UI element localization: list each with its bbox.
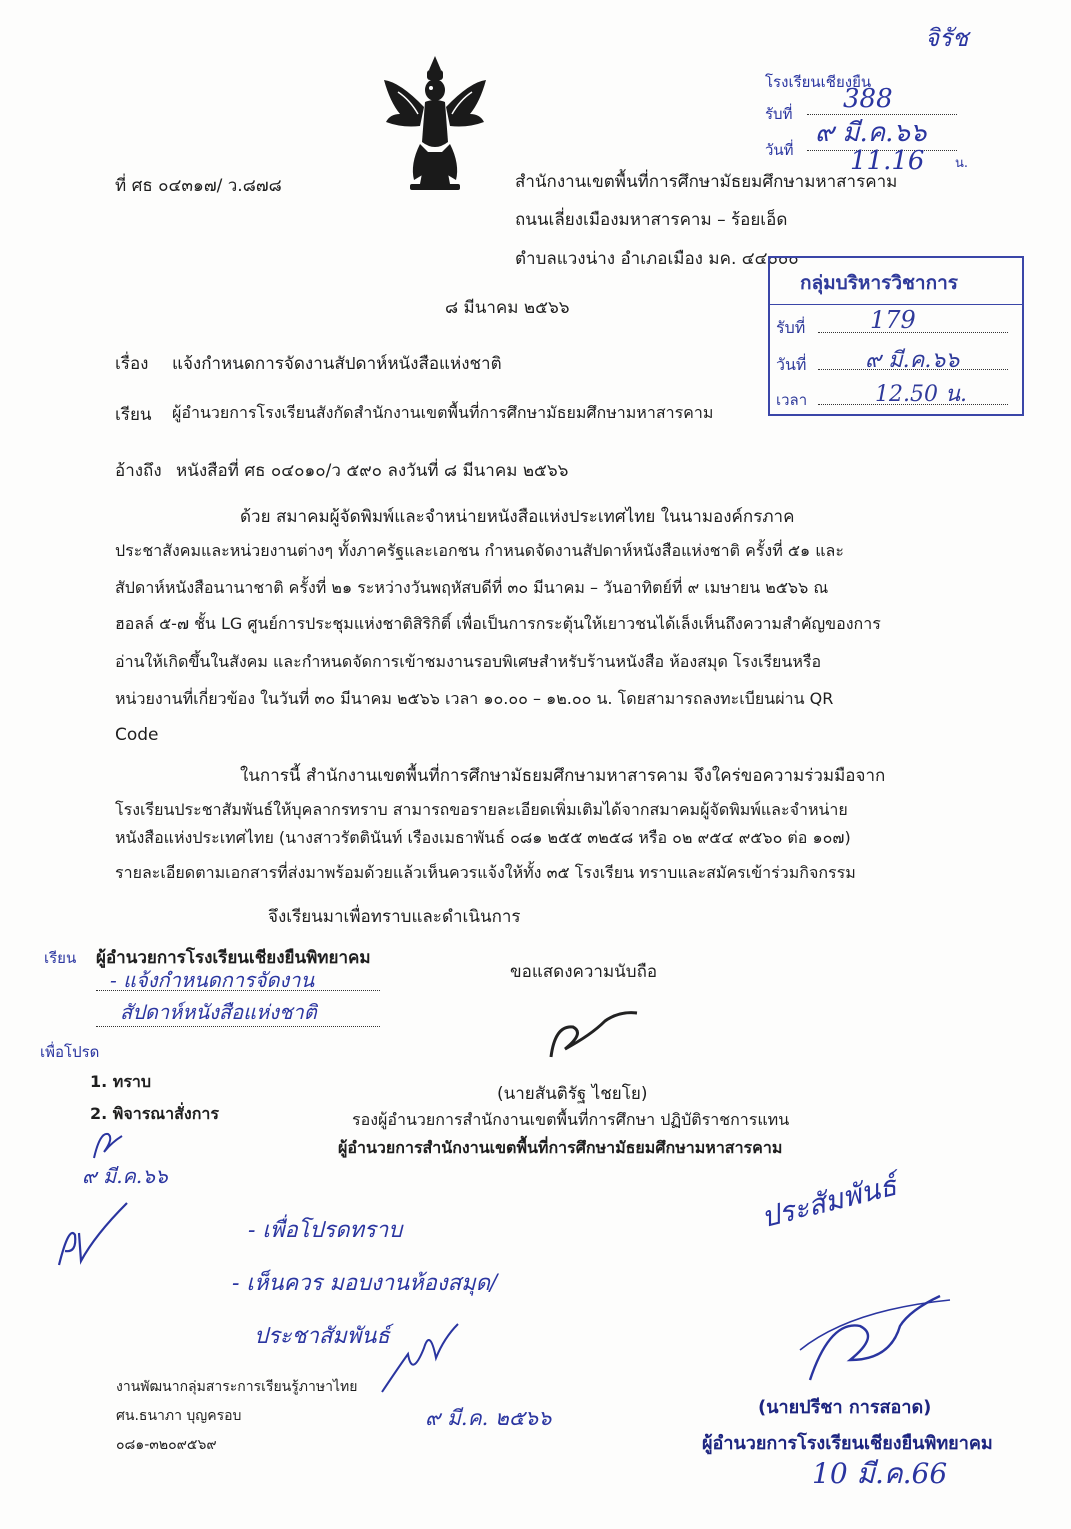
note-to-text: ผู้อำนวยการโรงเรียนเชียงยืนพิทยาคม bbox=[96, 948, 371, 968]
letter-date: ๘ มีนาคม ๒๕๖๖ bbox=[445, 298, 570, 318]
signatory-position2: ผู้อำนวยการสำนักงานเขตพื้นที่การศึกษามัธยมศึกษามหาสารคาม bbox=[338, 1138, 783, 1157]
note-item1: 1. ทราบ bbox=[90, 1072, 152, 1091]
to-label: เรียน bbox=[115, 405, 152, 425]
office-name: สำนักงานเขตพื้นที่การศึกษามัธยมศึกษามหาสารคาม bbox=[515, 172, 898, 192]
signatory-position1: รองผู้อำนวยการสำนักงานเขตพื้นที่การศึกษา ปฏิบัติราชการแทน bbox=[352, 1110, 790, 1129]
para2-line3: หนังสือแห่งประเทศไทย (นางสาวรัตตินันท์ เรืองเมธาพันธ์ ๐๘๑ ๒๕๕ ๓๒๕๘ หรือ ๐๒ ๙๕๔ ๙๕๖๐ ต่อ ๑๐๗) bbox=[115, 828, 851, 847]
handnote-signature-icon bbox=[378, 1318, 468, 1398]
ref-label: อ้างถึง bbox=[115, 461, 162, 481]
note-hand-date: ๙ มี.ค.๖๖ bbox=[82, 1164, 168, 1188]
note-initial-signature-icon bbox=[88, 1128, 128, 1164]
receive-stamp-school bbox=[765, 66, 975, 176]
stamp-recv-no: 388 bbox=[843, 84, 893, 114]
handnote-line3: ประชาสัมพันธ์ bbox=[254, 1324, 390, 1349]
note-purpose: เพื่อโปรด bbox=[40, 1043, 100, 1061]
dept-date-value: ๙ มี.ค.๖๖ bbox=[865, 348, 960, 373]
dept-stamp-title: กลุ่มบริหารวิชาการ bbox=[800, 272, 958, 294]
signatory-signature-icon bbox=[545, 1005, 645, 1065]
para1-line4: ฮอลล์ ๕-๗ ชั้น LG ศูนย์การประชุมแห่งชาติสิริกิติ์ เพื่อเป็นการกระตุ้นให้เยาวชนได้เล็งเห็นถึงความสำคัญของการ bbox=[115, 614, 881, 633]
approval-signature-icon bbox=[55, 1195, 135, 1275]
note-to-label: เรียน bbox=[44, 949, 77, 967]
para1-line2: ประชาสังคมและหน่วยงานต่างๆ ทั้งภาครัฐและเอกชน กำหนดจัดงานสัปดาห์หนังสือแห่งชาติ ครั้งที่ ๕๑ และ bbox=[115, 541, 844, 560]
handnote-line2: - เห็นควร มอบงานห้องสมุด/ bbox=[232, 1271, 498, 1296]
handnote-line1: - เพื่อโปรดทราบ bbox=[248, 1218, 403, 1243]
to-text: ผู้อำนวยการโรงเรียนสังกัดสำนักงานเขตพื้นที่การศึกษามัธยมศึกษามหาสารคาม bbox=[172, 403, 714, 422]
footer-dept: งานพัฒนากลุ่มสาระการเรียนรู้ภาษาไทย bbox=[116, 1379, 358, 1395]
director-date: 10 มี.ค.66 bbox=[812, 1457, 948, 1490]
subject-label: เรื่อง bbox=[115, 354, 149, 374]
initial-handwriting: จิรัช bbox=[925, 24, 969, 52]
footer-person: ศน.ธนาภา บุญครอบ bbox=[116, 1408, 242, 1424]
stamp-time-unit: น. bbox=[955, 156, 969, 171]
note-hand-line2: สัปดาห์หนังสือแห่งชาติ bbox=[120, 1000, 317, 1024]
stamp-school-name: โรงเรียนเชียงยืน bbox=[765, 73, 872, 91]
signatory-name: (นายสันติรัฐ ไชยโย) bbox=[497, 1084, 648, 1104]
dept-recv-no: 179 bbox=[870, 306, 916, 334]
stamp-date-value: ๙ มี.ค.๖๖ bbox=[815, 118, 927, 148]
stamp-time-value: 11.16 bbox=[850, 146, 925, 176]
para1-line5: อ่านให้เกิดขึ้นในสังคม และกำหนดจัดการเข้าชมงานรอบพิเศษสำหรับร้านหนังสือ ห้องสมุด โรงเรียนหรือ bbox=[115, 652, 822, 671]
footer-phone: ๐๘๑-๓๒๐๙๕๖๙ bbox=[116, 1437, 217, 1453]
stamp-recv-label: รับที่ bbox=[765, 105, 793, 123]
office-road: ถนนเลี่ยงเมืองมหาสารคาม – ร้อยเอ็ด bbox=[515, 210, 788, 230]
para1-line6: หน่วยงานที่เกี่ยวข้อง ในวันที่ ๓๐ มีนาคม ๒๕๖๖ เวลา ๑๐.๐๐ – ๑๒.๐๐ น. โดยสามารถลงทะเบียนผ่าน QR bbox=[115, 689, 834, 708]
receive-stamp-department bbox=[768, 256, 1024, 416]
para2-line2: โรงเรียนประชาสัมพันธ์ให้บุคลากรทราบ สามารถขอรายละเอียดเพิ่มเติมได้จากสมาคมผู้จัดพิมพ์และจำหน่าย bbox=[115, 800, 848, 819]
regards-text: ขอแสดงความนับถือ bbox=[510, 962, 658, 982]
stamp-date-label: วันที่ bbox=[765, 141, 794, 159]
reference-number: ที่ ศธ ๐๔๓๑๗/ ว.๘๗๘ bbox=[115, 176, 282, 196]
para1-line1: ด้วย สมาคมผู้จัดพิมพ์และจำหน่ายหนังสือแห่งประเทศไทย ในนามองค์กรภาค bbox=[240, 507, 795, 527]
para1-line7: Code bbox=[115, 725, 159, 745]
para2-line1: ในการนี้ สำนักงานเขตพื้นที่การศึกษามัธยมศึกษามหาสารคาม จึงใคร่ขอความร่วมมือจาก bbox=[240, 766, 886, 786]
note-item2: 2. พิจารณาสั่งการ bbox=[90, 1104, 219, 1123]
subject-text: แจ้งกำหนดการจัดงานสัปดาห์หนังสือแห่งชาติ bbox=[172, 354, 502, 374]
director-signature-icon bbox=[790, 1290, 960, 1390]
ref-text: หนังสือที่ ศธ ๐๔๐๑๐/ว ๕๙๐ ลงวันที่ ๘ มีนาคม ๒๕๖๖ bbox=[176, 461, 569, 481]
handnote-date: ๙ มี.ค. ๒๕๖๖ bbox=[425, 1406, 552, 1430]
dept-time-value: 12.50 น. bbox=[875, 382, 968, 407]
office-district: ตำบลแวงน่าง อำเภอเมือง มค. ๔๔๐๐๐ bbox=[515, 249, 799, 269]
garuda-emblem-icon bbox=[380, 52, 490, 197]
para1-line3: สัปดาห์หนังสือนานาชาติ ครั้งที่ ๒๑ ระหว่างวันพฤหัสบดีที่ ๓๐ มีนาคม – วันอาทิตย์ที่ ๙ เมษายน ๒๕๖๖ ณ bbox=[115, 578, 829, 597]
dept-recv-label: รับที่ bbox=[776, 318, 806, 337]
director-name: (นายปรีชา การสอาด) bbox=[758, 1397, 932, 1418]
dept-date-label: วันที่ bbox=[776, 355, 807, 374]
para2-line4: รายละเอียดตามเอกสารที่ส่งมาพร้อมด้วยแล้วเห็นควรแจ้งให้ทั้ง ๓๕ โรงเรียน ทราบและสมัครเข้าร่วมกิจกรรม bbox=[115, 863, 856, 882]
handnote-right: ประสัมพันธ์ bbox=[757, 1168, 900, 1235]
closing-text: จึงเรียนมาเพื่อทราบและดำเนินการ bbox=[268, 907, 521, 927]
director-position: ผู้อำนวยการโรงเรียนเชียงยืนพิทยาคม bbox=[702, 1433, 993, 1454]
dept-time-label: เวลา bbox=[776, 391, 808, 409]
note-hand-line1: - แจ้งกำหนดการจัดงาน bbox=[110, 968, 315, 992]
